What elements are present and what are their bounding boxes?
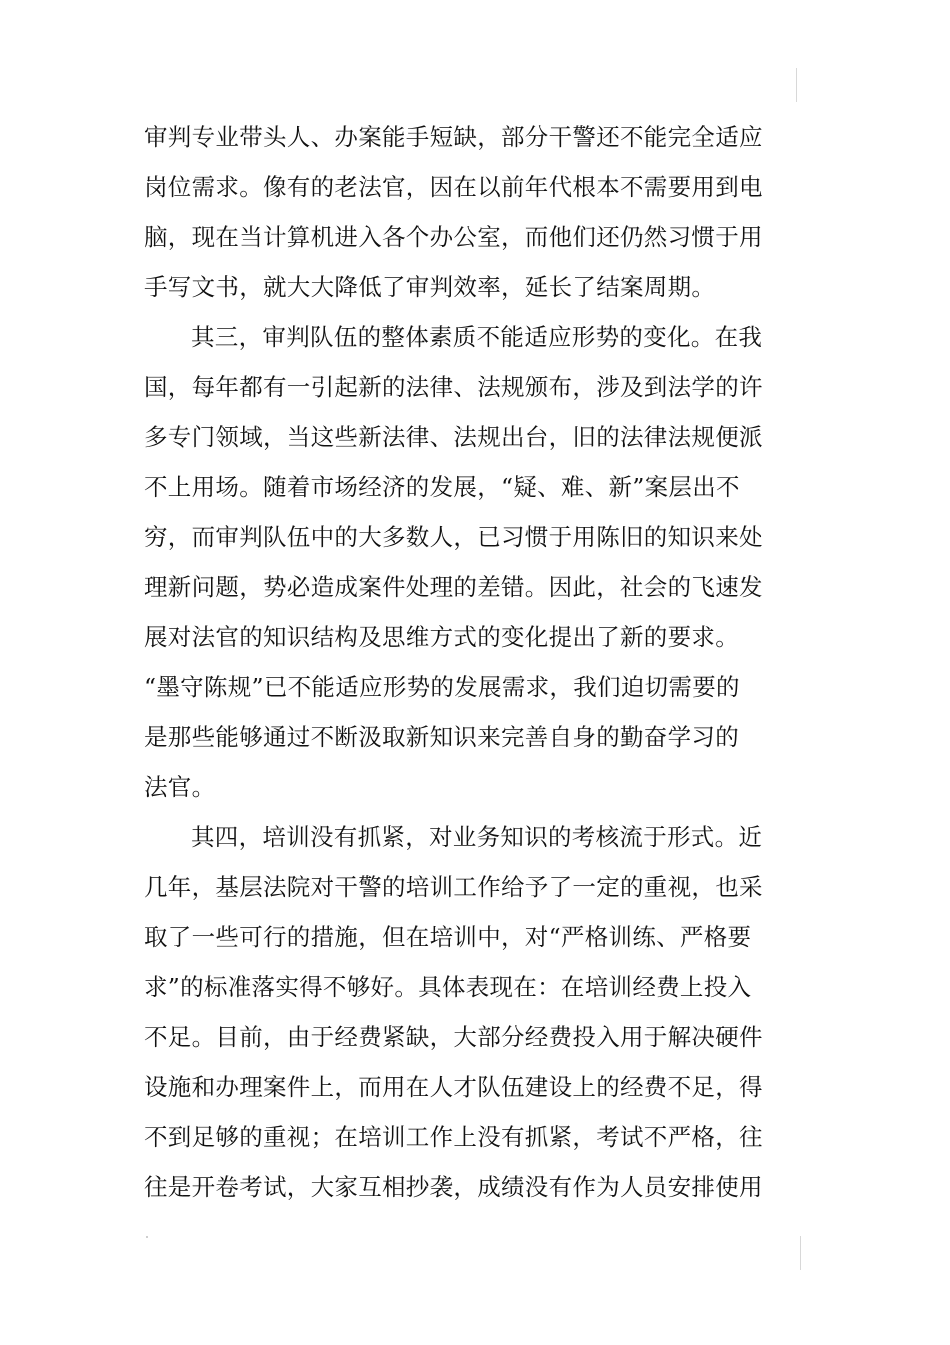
text-line: 展对法官的知识结构及思维方式的变化提出了新的要求。 (144, 623, 739, 651)
text-line: 脑，现在当计算机进入各个办公室，而他们还仍然习惯于用 (144, 223, 763, 251)
text-line: 设施和办理案件上，而用在人才队伍建设上的经费不足，得 (144, 1073, 763, 1101)
text-line: 往是开卷考试，大家互相抄袭，成绩没有作为人员安排使用 (144, 1173, 763, 1201)
paragraph-start-line: 其四，培训没有抓紧，对业务知识的考核流于形式。近 (191, 823, 763, 851)
text-line: 求”的标准落实得不够好。具体表现在：在培训经费上投入 (144, 973, 752, 1001)
text-line: 穷，而审判队伍中的大多数人，已习惯于用陈旧的知识来处 (144, 523, 763, 551)
text-line: 理新问题，势必造成案件处理的差错。因此，社会的飞速发 (144, 573, 763, 601)
page-corner-mark-top (796, 68, 797, 102)
text-line: 手写文书，就大大降低了审判效率，延长了结案周期。 (144, 273, 716, 301)
text-line: 是那些能够通过不断汲取新知识来完善自身的勤奋学习的 (144, 723, 739, 751)
text-line: 岗位需求。像有的老法官，因在以前年代根本不需要用到电 (144, 173, 763, 201)
text-line: “墨守陈规”已不能适应形势的发展需求，我们迫切需要的 (144, 673, 740, 701)
text-line: 不上用场。随着市场经济的发展，“疑、难、新”案层出不 (144, 473, 740, 501)
text-line: 取了一些可行的措施，但在培训中，对“严格训练、严格要 (144, 923, 752, 951)
paragraph-start-line: 其三，审判队伍的整体素质不能适应形势的变化。在我 (191, 323, 763, 351)
document-body (144, 112, 763, 1212)
text-line: 法官。 (144, 773, 216, 801)
text-line: 国，每年都有一引起新的法律、法规颁布，涉及到法学的许 (144, 373, 763, 401)
text-line: 多专门领域，当这些新法律、法规出台，旧的法律法规便派 (144, 423, 763, 451)
text-line: 几年，基层法院对干警的培训工作给予了一定的重视，也采 (144, 873, 763, 901)
page-corner-mark-bottom (800, 1236, 801, 1270)
text-line: 不到足够的重视；在培训工作上没有抓紧，考试不严格，往 (144, 1123, 763, 1151)
text-line: 不足。目前，由于经费紧缺，大部分经费投入用于解决硬件 (144, 1023, 763, 1051)
text-line: 审判专业带头人、办案能手短缺，部分干警还不能完全适应 (144, 123, 763, 151)
page-corner-dot (146, 1236, 148, 1238)
